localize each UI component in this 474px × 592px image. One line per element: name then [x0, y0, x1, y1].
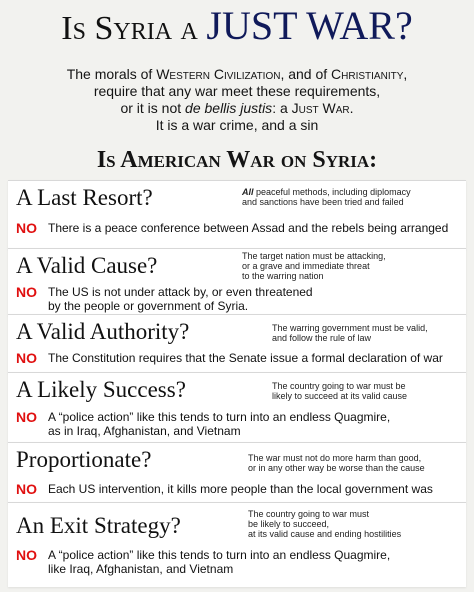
no-verdict: NO — [16, 547, 37, 563]
criterion-answer — [48, 410, 462, 438]
intro-text-part: , — [403, 66, 408, 82]
answer-line: like Iraq, Afghanistan, and Vietnam — [48, 562, 234, 576]
answer-line: as in Iraq, Afghanistan, and Vietnam — [48, 424, 241, 438]
no-verdict: NO — [16, 481, 37, 497]
intro-line-2: require that any war meet these requirements, — [93, 83, 381, 99]
intro-just-war: Just War — [291, 100, 350, 116]
answer-line: Each US intervention, it kills more people than the local government was — [48, 482, 433, 496]
answer-line: There is a peace conference between Assad and the rebels being arranged — [48, 221, 449, 235]
intro-text-part: , and of — [280, 66, 332, 82]
criterion-heading: A Valid Cause? — [16, 253, 158, 278]
intro-western-civilization: Western Civilization — [156, 66, 281, 82]
intro-latin-phrase: de bellis justis — [185, 100, 273, 116]
answer-line: The US is not under attack by, or even threatened — [48, 285, 313, 299]
requirement-line: likely to succeed at its valid cause — [272, 391, 408, 401]
criterion-answer — [48, 482, 462, 496]
title-just-war: JUST WAR? — [206, 3, 413, 48]
intro-line-3 — [20, 100, 454, 117]
criterion-card-exit-strategy — [8, 502, 466, 587]
requirement-line: The country going to war must — [248, 509, 370, 519]
requirement-line: at its valid cause and ending hostilities — [248, 529, 402, 539]
no-verdict: NO — [16, 350, 37, 366]
criterion-heading: A Valid Authority? — [16, 319, 190, 344]
criterion-answer — [48, 351, 462, 365]
criterion-answer — [48, 221, 462, 235]
criterion-requirement — [248, 509, 401, 539]
requirement-emphasis: All — [242, 187, 254, 197]
requirement-line: The war must not do more harm than good, — [248, 453, 422, 463]
criterion-card-valid-authority — [8, 314, 466, 373]
title-word-is: Is — [61, 10, 86, 47]
requirement-line: to the warring nation — [242, 271, 324, 281]
criterion-answer — [48, 285, 462, 313]
requirement-line: or in any other way be worse than the cause — [248, 463, 425, 473]
intro-text-part: : a — [272, 100, 292, 116]
criterion-heading: Proportionate? — [16, 447, 152, 472]
requirement-line: peaceful methods, including diplomacy — [253, 187, 411, 197]
requirement-line: The country going to war must be — [272, 381, 406, 391]
intro-text-part: . — [349, 100, 354, 116]
no-verdict: NO — [16, 409, 37, 425]
requirement-line: be likely to succeed, — [248, 519, 330, 529]
requirement-line: The warring government must be valid, — [272, 323, 428, 333]
requirement-line: and follow the rule of law — [272, 333, 372, 343]
criterion-card-last-resort — [8, 180, 466, 249]
criterion-heading: An Exit Strategy? — [16, 513, 181, 538]
criterion-requirement — [242, 251, 386, 281]
answer-line: A “police action” like this tends to turn into an endless Quagmire, — [48, 410, 391, 424]
criterion-requirement — [248, 453, 425, 473]
section-heading: Is American War on Syria: — [96, 147, 378, 173]
requirement-line: The target nation must be attacking, — [242, 251, 386, 261]
answer-line: A “police action” like this tends to turn into an endless Quagmire, — [48, 548, 391, 562]
criterion-requirement — [272, 381, 407, 401]
intro-text-part: or it is not — [120, 100, 186, 116]
intro-line-1 — [20, 66, 454, 83]
page-title — [0, 3, 474, 49]
answer-line: The Constitution requires that the Senate issue a formal declaration of war — [48, 351, 443, 365]
intro-christianity: Christianity — [331, 66, 404, 82]
intro-line-4: It is a war crime, and a sin — [155, 117, 319, 133]
criterion-requirement — [242, 187, 411, 207]
answer-line: by the people or government of Syria. — [48, 299, 249, 313]
no-verdict: NO — [16, 220, 37, 236]
requirement-line: and sanctions have been tried and failed — [242, 197, 404, 207]
no-verdict: NO — [16, 284, 37, 300]
title-word-a: a — [180, 10, 198, 47]
criterion-heading: A Last Resort? — [16, 185, 153, 210]
requirement-line: or a grave and immediate threat — [242, 261, 370, 271]
criterion-card-valid-cause — [8, 248, 466, 315]
criterion-requirement — [272, 323, 428, 343]
criterion-heading: A Likely Success? — [16, 377, 186, 402]
intro-text-part: The morals of — [66, 66, 157, 82]
intro-text — [20, 66, 454, 134]
criterion-answer — [48, 548, 462, 576]
title-word-syria: Syria — [94, 10, 173, 47]
criterion-card-proportionate — [8, 442, 466, 503]
criterion-card-likely-success — [8, 372, 466, 443]
